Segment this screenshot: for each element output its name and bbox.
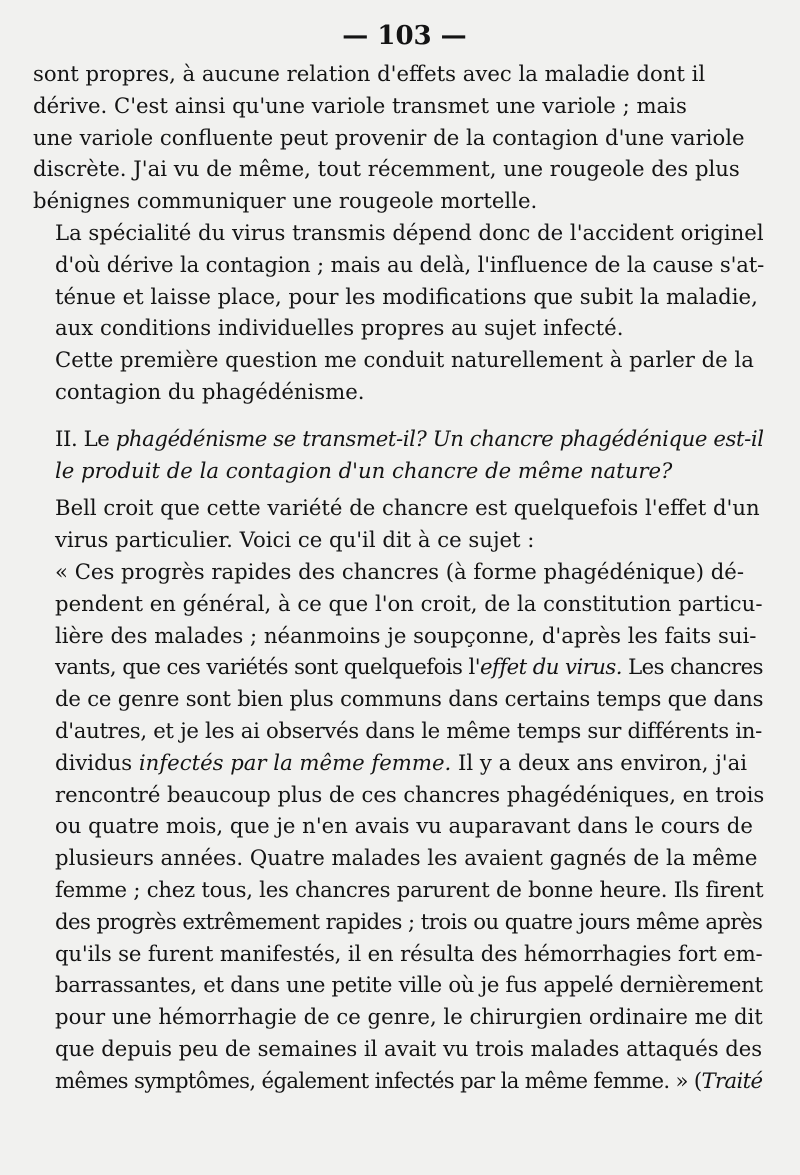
italic-phrase: Traité bbox=[701, 1067, 763, 1093]
text-line: ou quatre mois, que je n'en avais vu auparavant dans le cours de bbox=[55, 813, 753, 839]
page-number: — 103 — bbox=[342, 21, 467, 51]
text-segment: dividus bbox=[55, 749, 139, 775]
text-line: qu'ils se furent manifestés, il en résulta des hémorrhagies fort em- bbox=[55, 940, 763, 966]
section-question-part1: phagédénisme se transmet-il? Un chancre phagédénique est-il bbox=[115, 425, 764, 451]
text-line: dérive. C'est ainsi qu'une variole transmet une variole ; mais bbox=[33, 92, 687, 118]
text-line: virus particulier. Voici ce qu'il dit à ce sujet : bbox=[55, 527, 535, 553]
text-line: Bell croit que cette variété de chancre est quelquefois l'effet d'un bbox=[55, 495, 760, 521]
paragraph-bell bbox=[33, 492, 764, 556]
italic-phrase: effet du virus. bbox=[480, 654, 622, 680]
text-line bbox=[33, 1065, 764, 1097]
section-question-part2: le produit de la contagion d'un chancre de même nature? bbox=[55, 457, 673, 483]
paragraph-variole bbox=[33, 58, 764, 217]
text-line: femme ; chez tous, les chancres parurent de bonne heure. Ils firent bbox=[55, 876, 764, 902]
text-line: rencontré beaucoup plus de ces chancres phagédéniques, en trois bbox=[55, 781, 765, 807]
text-line: des progrès extrêmement rapides ; trois ou quatre jours même après bbox=[55, 908, 763, 934]
paragraph-specialite bbox=[33, 217, 764, 344]
text-line: discrète. J'ai vu de même, tout récemment, une rougeole des plus bbox=[33, 156, 740, 182]
text-line: sont propres, à aucune relation d'effets avec la maladie dont il bbox=[33, 61, 706, 86]
text-segment: mêmes symptômes, également infectés par la même femme. » ( bbox=[55, 1067, 702, 1093]
text-line: barrassantes, et dans une petite ville où je fus appelé dernièrement bbox=[55, 972, 763, 998]
text-line: que depuis peu de semaines il avait vu trois malades attaqués des bbox=[55, 1035, 763, 1061]
text-line: contagion du phagédénisme. bbox=[55, 378, 365, 404]
text-line: d'où dérive la contagion ; mais au delà, l'influence de la cause s'at- bbox=[55, 251, 765, 277]
text-line: une variole confluente peut provenir de la contagion d'une variole bbox=[33, 124, 745, 150]
text-line: « Ces progrès rapides des chancres (à forme phagédénique) dé- bbox=[55, 558, 744, 584]
text-line: lière des malades ; néanmoins je soupçonne, d'après les faits sui- bbox=[55, 622, 757, 648]
text-segment: vants, que ces variétés sont quelquefois l' bbox=[55, 654, 481, 680]
text-line: de ce genre sont bien plus communs dans certains temps que dans bbox=[55, 686, 764, 712]
text-line: pendent en général, à ce que l'on croit, de la constitution particu- bbox=[55, 590, 763, 616]
text-line: plusieurs années. Quatre malades les avaient gagnés de la même bbox=[55, 845, 758, 871]
italic-phrase: infectés par la même femme. bbox=[138, 749, 452, 775]
text-line: pour une hémorrhagie de ce genre, le chirurgien ordinaire me dit bbox=[55, 1004, 763, 1030]
text-segment: Les chancres bbox=[621, 654, 763, 680]
section-number: II. Le bbox=[55, 425, 116, 451]
text-line: ténue et laisse place, pour les modifications que subit la maladie, bbox=[55, 283, 758, 309]
paragraph-bell-quote bbox=[33, 556, 764, 1097]
text-line bbox=[33, 423, 764, 455]
text-line bbox=[33, 455, 764, 487]
text-line: bénignes communiquer une rougeole mortelle. bbox=[33, 188, 538, 214]
text-line bbox=[33, 747, 764, 779]
paragraph-question bbox=[33, 344, 764, 408]
text-line: Cette première question me conduit naturellement à parler de la bbox=[55, 347, 754, 373]
text-line: aux conditions individuelles propres au sujet infecté. bbox=[55, 315, 624, 341]
text-line: d'autres, et je les ai observés dans le même temps sur différents in- bbox=[55, 717, 762, 743]
text-segment: Il y a deux ans environ, j'ai bbox=[451, 749, 748, 775]
section-heading-ii bbox=[33, 423, 764, 487]
text-line: La spécialité du virus transmis dépend donc de l'accident originel bbox=[55, 219, 764, 245]
text-line bbox=[33, 651, 764, 683]
